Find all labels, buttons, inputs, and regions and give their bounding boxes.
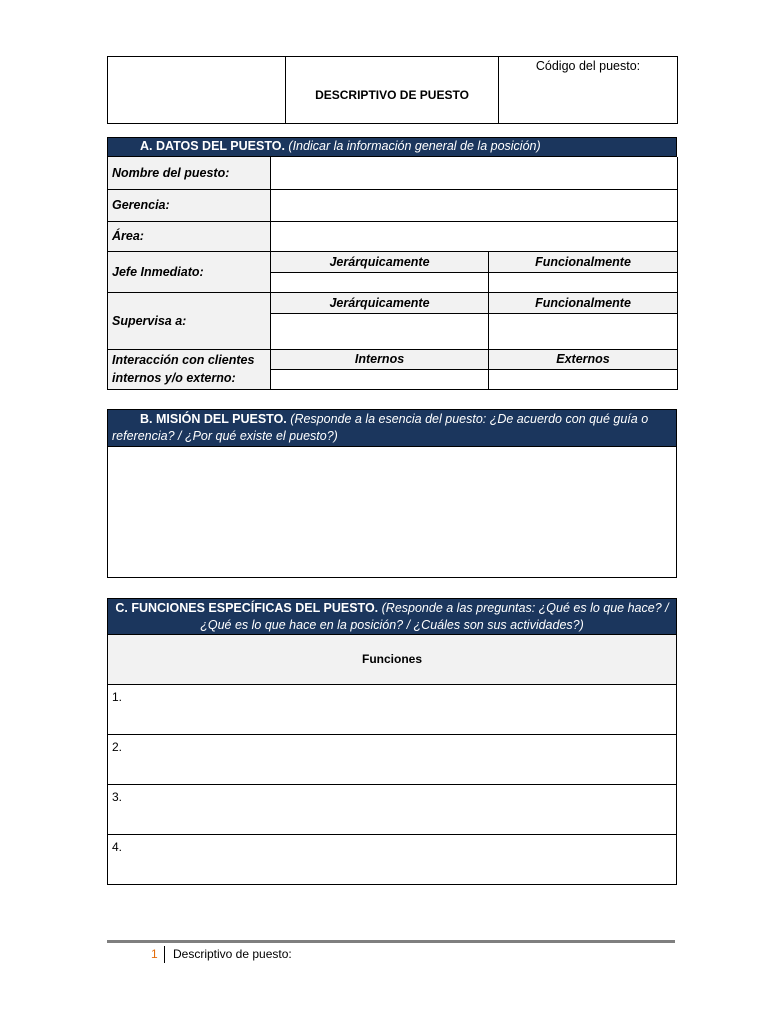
management-field[interactable] [271, 189, 678, 221]
job-name-label: Nombre del puesto: [108, 157, 271, 189]
functions-column-header: Funciones [108, 635, 677, 684]
section-c-header [107, 598, 677, 635]
job-data-table [107, 157, 678, 390]
section-c-title: C. FUNCIONES ESPECÍFICAS DEL PUESTO. [115, 601, 379, 615]
section-a-header [107, 137, 677, 157]
function-row[interactable]: 1. [108, 684, 677, 734]
boss-functional-header: Funcionalmente [489, 251, 678, 272]
section-b-title: B. MISIÓN DEL PUESTO. [140, 412, 287, 426]
external-field[interactable] [489, 369, 678, 389]
function-row[interactable]: 4. [108, 834, 677, 884]
footer-text: Descriptivo de puesto: [173, 947, 292, 961]
section-b-header [107, 409, 677, 447]
footer-divider [164, 946, 165, 963]
page-number: 1 [151, 947, 158, 961]
section-a-title: A. DATOS DEL PUESTO. [140, 139, 285, 153]
function-row[interactable]: 3. [108, 784, 677, 834]
section-b-subtitle: (Responde a la esencia del puesto: ¿De acuerdo con qué guía o referencia? / ¿Por qué existe el puesto?) [112, 412, 649, 443]
management-label: Gerencia: [108, 189, 271, 221]
functions-table [107, 635, 677, 885]
external-header: Externos [489, 349, 678, 369]
header-table [107, 56, 678, 124]
boss-functional-field[interactable] [489, 272, 678, 292]
logo-cell [108, 57, 286, 124]
job-name-field[interactable] [271, 157, 678, 189]
supervises-hierarchical-field[interactable] [271, 313, 489, 349]
internal-header: Internos [271, 349, 489, 369]
page-footer [107, 940, 675, 961]
client-interaction-label: Interacción con clientes internos y/o externo: [108, 349, 271, 389]
job-code-label: Código del puesto: [499, 57, 678, 124]
supervises-label: Supervisa a: [108, 292, 271, 349]
section-c [107, 598, 677, 885]
internal-field[interactable] [271, 369, 489, 389]
section-a-subtitle: (Indicar la información general de la posición) [288, 139, 541, 153]
function-row[interactable]: 2. [108, 734, 677, 784]
mission-field[interactable] [107, 447, 677, 578]
document-title: DESCRIPTIVO DE PUESTO [286, 57, 499, 124]
section-c-subtitle: (Responde a las preguntas: ¿Qué es lo que hace? / ¿Qué es lo que hace en la posición? / ¿Cuáles son sus actividades?) [200, 601, 669, 632]
supervises-hierarchical-header: Jerárquicamente [271, 292, 489, 313]
supervises-functional-field[interactable] [489, 313, 678, 349]
supervises-functional-header: Funcionalmente [489, 292, 678, 313]
boss-hierarchical-header: Jerárquicamente [271, 251, 489, 272]
area-label: Área: [108, 221, 271, 251]
immediate-boss-label: Jefe Inmediato: [108, 251, 271, 292]
section-a [107, 137, 677, 390]
boss-hierarchical-field[interactable] [271, 272, 489, 292]
area-field[interactable] [271, 221, 678, 251]
section-b [107, 409, 677, 578]
